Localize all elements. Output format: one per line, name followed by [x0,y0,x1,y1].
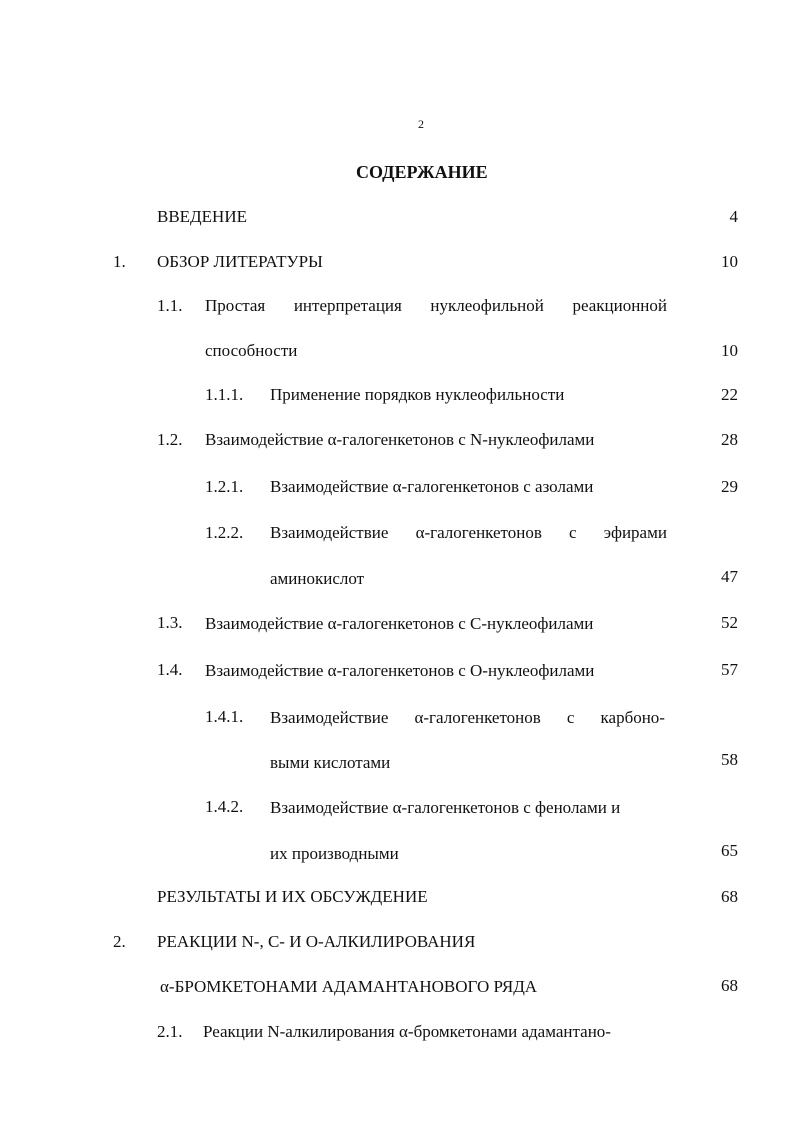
toc-word: с [569,523,577,542]
toc-label: Взаимодействие α-галогенкетонов с фенолами и [270,798,621,817]
toc-label: РЕЗУЛЬТАТЫ И ИХ ОБСУЖДЕНИЕ [157,887,428,906]
toc-label-continuation: их производными [270,844,399,863]
toc-label-continuation: способности [205,341,298,360]
toc-page: 68 [721,887,738,906]
toc-page: 52 [721,613,738,632]
toc-label [205,296,667,316]
toc-word: нуклеофильной [430,296,544,315]
toc-number: 2.1. [157,1022,183,1041]
page-number: 2 [418,117,424,131]
toc-number: 1.2.1. [205,477,244,496]
toc-label-continuation: аминокислот [270,569,365,588]
toc-number: 1.4. [157,660,183,679]
toc-word: Простая [205,296,266,315]
toc-page: 68 [721,976,738,995]
toc-label [270,708,665,728]
toc-word: α-галогенкетонов [415,523,542,542]
toc-word: α-галогенкетонов [414,708,541,727]
toc-label-continuation: α-БРОМКЕТОНАМИ АДАМАНТАНОВОГО РЯДА [160,977,538,996]
toc-number: 1.4.1. [205,707,244,726]
toc-page: 65 [721,841,738,860]
toc-number: 1.4.2. [205,797,244,816]
toc-label: Взаимодействие α-галогенкетонов с С-нуклеофилами [205,614,594,633]
toc-page: 10 [721,341,738,360]
toc-label: Применение порядков нуклеофильности [270,385,565,404]
toc-word: карбоно- [600,708,665,727]
toc-number: 1.2.2. [205,523,244,542]
toc-word: Взаимодействие [270,523,389,542]
toc-label: Взаимодействие α-галогенкетонов с О-нуклеофилами [205,661,595,680]
toc-page: 57 [721,660,738,679]
toc-word: интерпретация [293,296,402,315]
toc-number: 1.1.1. [205,385,244,404]
toc-page: 4 [729,207,738,226]
toc-page: 28 [721,430,738,449]
toc-number: 1.3. [157,613,183,632]
toc-label: Реакции N-алкилирования α-бромкетонами адамантано- [203,1022,611,1041]
toc-page: 58 [721,750,738,769]
toc-label-continuation: выми кислотами [270,753,391,772]
toc-number: 1. [113,252,126,271]
toc-word: эфирами [603,523,667,542]
toc-page: 47 [721,567,738,586]
toc-word: реакционной [572,296,667,315]
toc-title: СОДЕРЖАНИЕ [356,162,488,182]
toc-page: 29 [721,477,738,496]
toc-label: Взаимодействие α-галогенкетонов с N-нуклеофилами [205,430,595,449]
toc-word: Взаимодействие [270,708,389,727]
toc-label: РЕАКЦИИ N-, С- И О-АЛКИЛИРОВАНИЯ [157,932,476,951]
toc-page: 22 [721,385,738,404]
toc-word: с [566,708,575,727]
toc-number: 2. [113,932,126,951]
toc-label: ВВЕДЕНИЕ [157,207,247,226]
toc-number: 1.1. [157,296,183,315]
toc-page: 10 [721,252,738,271]
toc-number: 1.2. [157,430,183,449]
toc-label: Взаимодействие α-галогенкетонов с азолами [270,477,594,496]
toc-label: ОБЗОР ЛИТЕРАТУРЫ [157,252,323,271]
toc-label [270,523,667,543]
